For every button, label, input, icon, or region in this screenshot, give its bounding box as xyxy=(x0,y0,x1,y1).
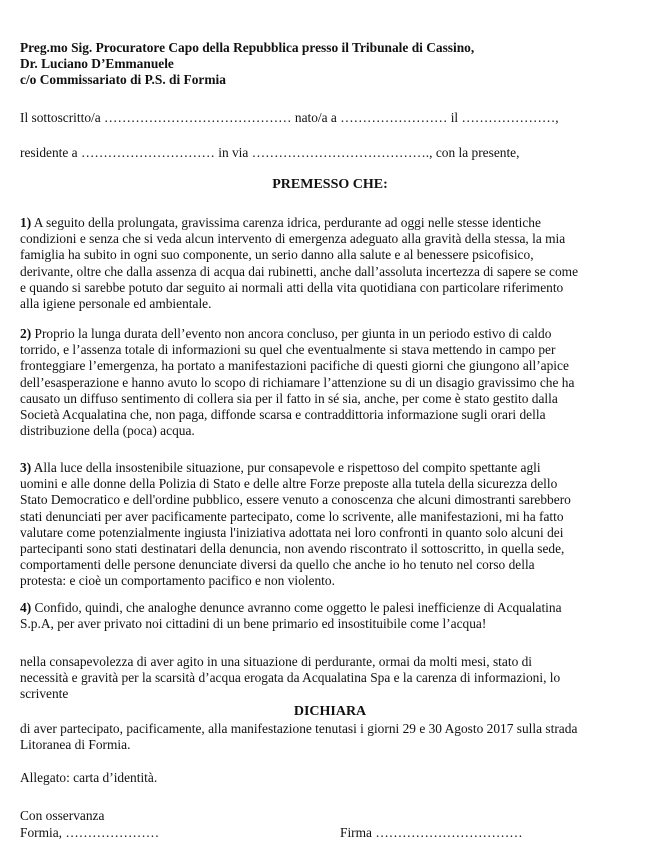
paragraph-number: 3) xyxy=(20,460,32,475)
paragraph-3 xyxy=(20,460,638,590)
paragraph-line: Stato Democratico e dell'ordine pubblico, essere venuto a conoscenza che alcuni dimostranti sarebbero xyxy=(20,492,571,508)
paragraph-1 xyxy=(20,215,638,312)
paragraph-4 xyxy=(20,600,638,632)
paragraph-line: S.p.A, per aver privato noi cittadini di un bene primario ed insostituibile come l’acqua! xyxy=(20,616,487,632)
paragraph-line: scrivente xyxy=(20,686,69,702)
allegato-line: Allegato: carta d’identità. xyxy=(20,770,158,785)
dichiara-paragraph xyxy=(20,721,638,753)
form-line-name: Il sottoscritto/a …………………………………… nato/a a …………………… il …………………, xyxy=(20,110,559,125)
closing-line: Con osservanza xyxy=(20,808,105,823)
paragraph-line: alla igiene personale ed ambientale. xyxy=(20,296,212,312)
paragraph-line: protesta: e cioè un comportamento pacifico e non violento. xyxy=(20,573,335,589)
form-line-address: residente a ………………………… in via …………………………………., con la presente, xyxy=(20,145,520,160)
signature-field: Firma …………………………… xyxy=(340,825,523,840)
paragraph-line: partecipanti sono stati destinatari della denuncia, non avendo riscontrato il sottoscritto, in quella sede, xyxy=(20,541,565,557)
paragraph-line: A seguito della prolungata, gravissima carenza idrica, perdurante ad oggi nelle stesse identiche xyxy=(33,215,541,230)
paragraph-number: 2) xyxy=(20,326,32,341)
paragraph-line: Confido, quindi, che analoghe denunce avranno come oggetto le palesi inefficienze di Acqualatina xyxy=(34,600,562,615)
paragraph-line: torrido, e l’assenza totale di informazioni su quel che eventualmente si stava mettendo in campo per xyxy=(20,342,556,358)
paragraph-line: e quando si sarebbe potuto dar seguito ai normali atti della vita quotidiana con particolare riferimento xyxy=(20,279,564,295)
paragraph-line: di aver partecipato, pacificamente, alla manifestazione tenutasi i giorni 29 e 30 Agosto 2017 sulla strada xyxy=(20,721,578,736)
paragraph-line: valutare come potenzialmente ingiusta l'iniziativa adottata nei loro confronti in quanto solo alcuni dei xyxy=(20,524,564,540)
paragraph-line: condizioni e senza che si veda alcun intervento di emergenza adeguato alla gravità della stessa, la mia xyxy=(20,231,566,247)
paragraph-2 xyxy=(20,326,638,439)
paragraph-line: comportamenti delle persone denunciate diversi da quello che anche io ho tenuto nel corso della xyxy=(20,557,535,573)
addressee-line-2: Dr. Luciano D’Emmanuele xyxy=(20,56,174,71)
paragraph-line: dell’esasperazione e hanno avuto lo scopo di richiamare l’attenzione su di un disagio gravissimo che ha xyxy=(20,374,575,390)
paragraph-line: necessità e gravità per la scarsità d’acqua erogata da Acqualatina Spa e la carenza di informazioni, lo xyxy=(20,670,561,686)
place-field: Formia, ………………… xyxy=(20,825,160,840)
paragraph-line: Litoranea di Formia. xyxy=(20,737,131,753)
paragraph-line: stati denunciati per aver pacificamente partecipato, come lo scrivente, alle manifestazioni, mi ha fatto xyxy=(20,508,564,524)
premesso-heading: PREMESSO CHE: xyxy=(272,177,388,192)
paragraph-line: Alla luce della insostenibile situazione, pur consapevole e rispettoso del compito spettante agli xyxy=(33,460,541,475)
addressee-line-1: Preg.mo Sig. Procuratore Capo della Repubblica presso il Tribunale di Cassino, xyxy=(20,40,475,55)
paragraph-line: fronteggiare l’emergenza, ha portato a manifestazioni pacifiche di questi giorni che giungono all’apice xyxy=(20,358,569,374)
consapevolezza-paragraph xyxy=(20,654,638,703)
paragraph-line: causato un diffuso sentimento di collera sia per il fatto in sé sia, anche, per come è stato gestito dalla xyxy=(20,390,558,406)
paragraph-line: Proprio la lunga durata dell’evento non ancora concluso, per giunta in un periodo estivo di caldo xyxy=(34,326,552,341)
paragraph-line: famiglia ha subito in ogni suo componente, un serio danno alla salute e al benessere psicofisico, xyxy=(20,247,534,263)
addressee-line-3: c/o Commissariato di P.S. di Formia xyxy=(20,72,226,87)
paragraph-number: 4) xyxy=(20,600,32,615)
paragraph-line: derivante, oltre che dalla assenza di acqua dai rubinetti, anche dall’assoluta incertezza di sapere se come xyxy=(20,263,579,279)
paragraph-line: distribuzione della (poca) acqua. xyxy=(20,423,195,439)
paragraph-line: Società Acqualatina che, non paga, diffonde scarsa e contraddittoria informazione sugli orari della xyxy=(20,407,546,423)
dichiara-heading: DICHIARA xyxy=(293,704,367,719)
paragraph-number: 1) xyxy=(20,215,32,230)
paragraph-line: nella consapevolezza di aver agito in una situazione di perdurante, ormai da molti mesi, stato di xyxy=(20,654,533,669)
paragraph-line: uomini e alle donne della Polizia di Stato e delle altre Forze preposte alla tutela della sicurezza dello xyxy=(20,476,558,492)
